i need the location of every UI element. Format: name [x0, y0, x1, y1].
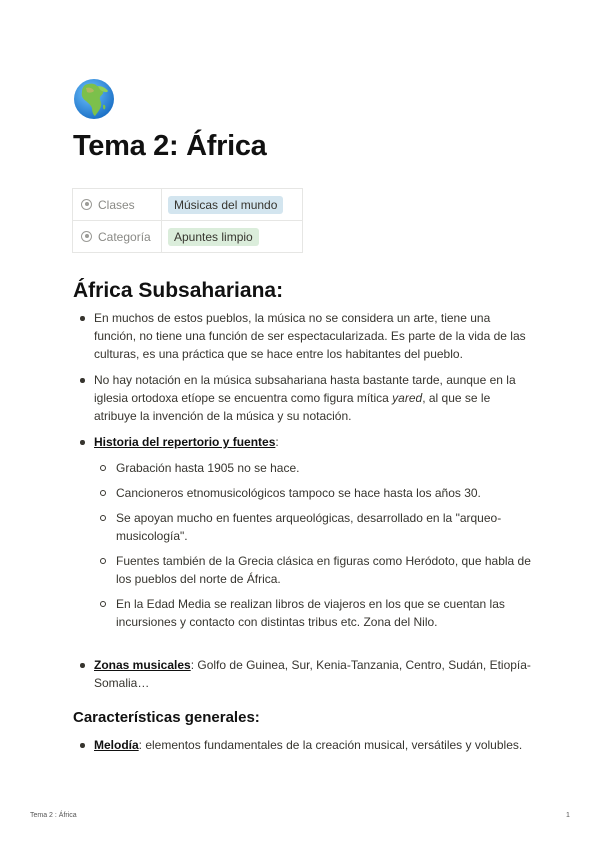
footer-title: Tema 2 : África	[30, 812, 77, 819]
list-item	[73, 433, 533, 631]
list-item-text: No hay notación en la música subsahariana hasta bastante tarde, aunque en la iglesia ortodoxa etíope se encuentra como figura mítica	[94, 373, 516, 405]
list-item-text: :	[275, 435, 279, 449]
nested-list-item: En la Edad Media se realizan libros de viajeros en los que se cuentan las incursiones y contacto con distintas tribus etc. Zona del Nilo.	[94, 595, 533, 631]
tag-musicas-del-mundo[interactable]: Músicas del mundo	[168, 196, 283, 214]
document-body	[73, 309, 533, 762]
page-number: 1	[566, 812, 570, 819]
list-item: En muchos de estos pueblos, la música no se considera un arte, tiene una función, no tiene una función de ser espectacularizada. Es parte de la vida de las culturas, es una práctica que se hace entre los habitantes del pueblo.	[73, 309, 533, 363]
nested-list-item: Cancioneros etnomusicológicos tampoco se hace hasta los años 30.	[94, 484, 533, 502]
nested-bullet-list	[94, 459, 533, 631]
property-row-clases[interactable]	[73, 189, 303, 221]
bullet-list	[73, 736, 533, 754]
bullet-list	[73, 309, 533, 631]
subsection-heading: Características generales:	[73, 709, 260, 726]
empty-line	[73, 639, 533, 656]
list-item-text: : Golfo de Guinea, Sur, Kenia-Tanzania, Centro, Sudán, Etiopía-Somalia…	[94, 658, 531, 690]
nested-list-item: Se apoyan mucho en fuentes arqueológicas, desarrollado en la "arqueo-musicología".	[94, 509, 533, 545]
nested-list-item: Grabación hasta 1905 no se hace.	[94, 459, 533, 477]
bold-label: Historia del repertorio y fuentes	[94, 435, 276, 449]
property-row-categoria[interactable]	[73, 221, 303, 253]
page-title: Tema 2: África	[73, 130, 267, 162]
bullet-list	[73, 656, 533, 692]
nested-list-item: Fuentes también de la Grecia clásica en figuras como Heródoto, que habla de los pueblos del norte de África.	[94, 552, 533, 588]
list-item-text: : elementos fundamentales de la creación musical, versátiles y volubles.	[138, 738, 523, 752]
section-heading: África Subsahariana:	[73, 279, 284, 302]
select-property-icon	[81, 199, 92, 210]
bold-label: Zonas musicales	[94, 658, 191, 672]
property-value-cell	[162, 221, 303, 253]
properties-table	[72, 188, 303, 253]
select-property-icon	[81, 231, 92, 242]
globe-africa-icon	[73, 78, 115, 120]
list-item-text: , al que se le atribuye la invención de la música y su notación.	[94, 391, 491, 423]
property-value-cell	[162, 189, 303, 221]
property-name-label: Categoría	[98, 229, 151, 244]
italic-term: yared	[392, 391, 423, 405]
list-item	[73, 371, 533, 425]
property-name-cell	[73, 189, 162, 221]
list-item	[73, 656, 533, 692]
property-name-cell	[73, 221, 162, 253]
list-item	[73, 736, 533, 754]
tag-apuntes-limpio[interactable]: Apuntes limpio	[168, 228, 259, 246]
bold-label: Melodía	[94, 738, 139, 752]
property-name-label: Clases	[98, 197, 135, 212]
